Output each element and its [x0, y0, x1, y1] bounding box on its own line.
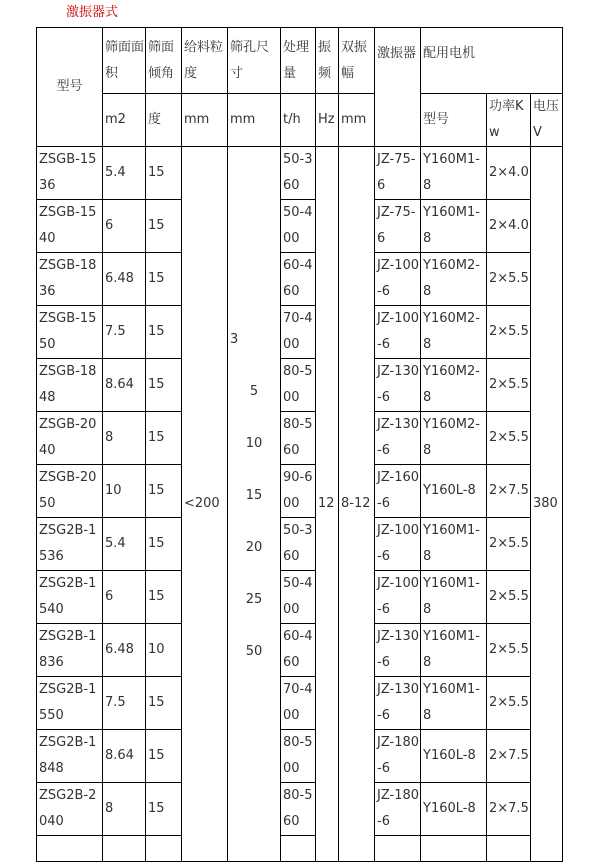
table-row — [37, 253, 563, 306]
hole-size-value: 50 — [245, 644, 263, 659]
cell-model: ZSG2B-1848 — [37, 730, 103, 783]
cell-motor: Y160M1-8 — [421, 571, 487, 624]
cell-empty-model — [37, 836, 103, 862]
cell-model: ZSG2B-1540 — [37, 571, 103, 624]
cell-area: 8 — [103, 412, 146, 465]
unit-capacity: t/h — [281, 94, 316, 147]
cell-exciter: JZ-130-6 — [375, 677, 421, 730]
cell-power: 2×7.5 — [487, 730, 531, 783]
unit-power: 功率Kw — [487, 94, 531, 147]
hole-size-value: 5 — [249, 384, 259, 399]
cell-area: 8.64 — [103, 730, 146, 783]
cell-angle: 15 — [146, 253, 182, 306]
cell-model: ZSGB-2040 — [37, 412, 103, 465]
cell-motor: Y160M1-8 — [421, 518, 487, 571]
header-row — [37, 28, 563, 94]
cell-capacity: 80-500 — [281, 730, 316, 783]
unit-amp: mm — [339, 94, 375, 147]
cell-model: ZSGB-1536 — [37, 147, 103, 200]
spec-table — [36, 27, 563, 862]
cell-capacity: 80-500 — [281, 359, 316, 412]
unit-row — [37, 94, 563, 147]
cell-exciter: JZ-180-6 — [375, 730, 421, 783]
table-row — [37, 571, 563, 624]
cell-power: 2×5.5 — [487, 571, 531, 624]
table-row — [37, 359, 563, 412]
cell-exciter: JZ-100-6 — [375, 571, 421, 624]
cell-model: ZSG2B-1536 — [37, 518, 103, 571]
cell-angle: 10 — [146, 624, 182, 677]
cell-capacity: 50-400 — [281, 571, 316, 624]
header-area: 筛面面积 — [103, 28, 146, 94]
cell-exciter: JZ-100-6 — [375, 518, 421, 571]
cell-motor: Y160M2-8 — [421, 412, 487, 465]
cell-exciter: JZ-130-6 — [375, 359, 421, 412]
cell-empty-exciter — [375, 836, 421, 862]
cell-exciter: JZ-100-6 — [375, 253, 421, 306]
cell-area: 6 — [103, 200, 146, 253]
cell-area: 5.4 — [103, 147, 146, 200]
cell-empty-motor — [421, 836, 487, 862]
cell-angle: 15 — [146, 412, 182, 465]
cell-area: 6 — [103, 571, 146, 624]
cell-capacity: 80-560 — [281, 783, 316, 836]
cell-area: 8 — [103, 783, 146, 836]
cell-exciter: JZ-130-6 — [375, 624, 421, 677]
cell-capacity: 50-360 — [281, 518, 316, 571]
cell-power: 2×5.5 — [487, 253, 531, 306]
cell-power: 2×4.0 — [487, 200, 531, 253]
cell-area: 7.5 — [103, 306, 146, 359]
cell-power: 2×5.5 — [487, 412, 531, 465]
hole-size-value: 3 — [230, 332, 239, 347]
unit-angle: 度 — [146, 94, 182, 147]
cell-model: ZSG2B-2040 — [37, 783, 103, 836]
cell-angle: 15 — [146, 571, 182, 624]
page-title: 激振器式 — [66, 5, 119, 20]
cell-power: 2×4.0 — [487, 147, 531, 200]
cell-power: 2×5.5 — [487, 306, 531, 359]
unit-hole: mm — [228, 94, 281, 147]
cell-angle: 15 — [146, 783, 182, 836]
cell-angle: 15 — [146, 518, 182, 571]
cell-motor: Y160L-8 — [421, 783, 487, 836]
hole-size-value: 10 — [245, 436, 263, 451]
header-model: 型号 — [37, 28, 103, 147]
cell-area: 5.4 — [103, 518, 146, 571]
hole-size-value: 15 — [245, 488, 263, 503]
cell-power: 2×5.5 — [487, 518, 531, 571]
cell-exciter: JZ-130-6 — [375, 412, 421, 465]
hole-size-value: 20 — [245, 540, 263, 555]
table-row — [37, 730, 563, 783]
cell-area: 6.48 — [103, 253, 146, 306]
cell-model: ZSGB-1540 — [37, 200, 103, 253]
cell-exciter: JZ-100-6 — [375, 306, 421, 359]
cell-angle: 15 — [146, 730, 182, 783]
cell-hole-list — [228, 147, 281, 862]
cell-angle: 15 — [146, 465, 182, 518]
cell-capacity: 60-460 — [281, 253, 316, 306]
cell-model: ZSG2B-1550 — [37, 677, 103, 730]
cell-power: 2×7.5 — [487, 465, 531, 518]
cell-power: 2×5.5 — [487, 677, 531, 730]
table-row — [37, 306, 563, 359]
unit-voltage: 电压V — [531, 94, 563, 147]
cell-exciter: JZ-160-6 — [375, 465, 421, 518]
table-row — [37, 624, 563, 677]
cell-exciter: JZ-180-6 — [375, 783, 421, 836]
table-row — [37, 200, 563, 253]
hole-size-value: 25 — [245, 592, 263, 607]
table-row — [37, 783, 563, 836]
cell-capacity: 80-560 — [281, 412, 316, 465]
cell-power: 2×5.5 — [487, 359, 531, 412]
header-freq: 振频 — [316, 28, 339, 94]
cell-capacity: 50-360 — [281, 147, 316, 200]
cell-power: 2×5.5 — [487, 624, 531, 677]
cell-angle: 15 — [146, 306, 182, 359]
cell-model: ZSGB-1550 — [37, 306, 103, 359]
table-row — [37, 677, 563, 730]
cell-area: 7.5 — [103, 677, 146, 730]
unit-motor-model: 型号 — [421, 94, 487, 147]
cell-motor: Y160L-8 — [421, 730, 487, 783]
cell-area: 10 — [103, 465, 146, 518]
cell-motor: Y160M1-8 — [421, 677, 487, 730]
table-row — [37, 147, 563, 200]
header-feed: 给料粒度 — [182, 28, 228, 94]
cell-exciter: JZ-75-6 — [375, 147, 421, 200]
cell-empty-angle — [146, 836, 182, 862]
cell-capacity: 60-460 — [281, 624, 316, 677]
header-exciter: 激振器 — [375, 28, 421, 147]
cell-voltage: 380 — [531, 147, 563, 862]
cell-feed: <200 — [182, 147, 228, 862]
cell-model: ZSGB-2050 — [37, 465, 103, 518]
unit-feed: mm — [182, 94, 228, 147]
cell-capacity: 70-400 — [281, 677, 316, 730]
cell-capacity: 50-400 — [281, 200, 316, 253]
cell-empty-capacity — [281, 836, 316, 862]
table-row — [37, 412, 563, 465]
table-row — [37, 465, 563, 518]
cell-motor: Y160L-8 — [421, 465, 487, 518]
header-motor: 配用电机 — [421, 28, 563, 94]
cell-angle: 15 — [146, 200, 182, 253]
header-angle: 筛面倾角 — [146, 28, 182, 94]
cell-motor: Y160M1-8 — [421, 200, 487, 253]
cell-exciter: JZ-75-6 — [375, 200, 421, 253]
unit-area: m2 — [103, 94, 146, 147]
header-hole: 筛孔尺寸 — [228, 28, 281, 94]
cell-angle: 15 — [146, 677, 182, 730]
cell-motor: Y160M1-8 — [421, 624, 487, 677]
cell-empty-area — [103, 836, 146, 862]
cell-area: 6.48 — [103, 624, 146, 677]
header-amp: 双振幅 — [339, 28, 375, 94]
cell-area: 8.64 — [103, 359, 146, 412]
cell-amp: 8-12 — [339, 147, 375, 862]
unit-freq: Hz — [316, 94, 339, 147]
cell-motor: Y160M1-8 — [421, 147, 487, 200]
cell-freq: 12 — [316, 147, 339, 862]
cell-model: ZSGB-1848 — [37, 359, 103, 412]
cell-capacity: 90-600 — [281, 465, 316, 518]
empty-row — [37, 836, 563, 862]
cell-power: 2×7.5 — [487, 783, 531, 836]
header-capacity: 处理量 — [281, 28, 316, 94]
cell-model: ZSG2B-1836 — [37, 624, 103, 677]
cell-angle: 15 — [146, 147, 182, 200]
cell-motor: Y160M2-8 — [421, 359, 487, 412]
table-row — [37, 518, 563, 571]
cell-motor: Y160M2-8 — [421, 306, 487, 359]
cell-empty-power — [487, 836, 531, 862]
cell-motor: Y160M2-8 — [421, 253, 487, 306]
cell-angle: 15 — [146, 359, 182, 412]
cell-model: ZSGB-1836 — [37, 253, 103, 306]
cell-capacity: 70-400 — [281, 306, 316, 359]
